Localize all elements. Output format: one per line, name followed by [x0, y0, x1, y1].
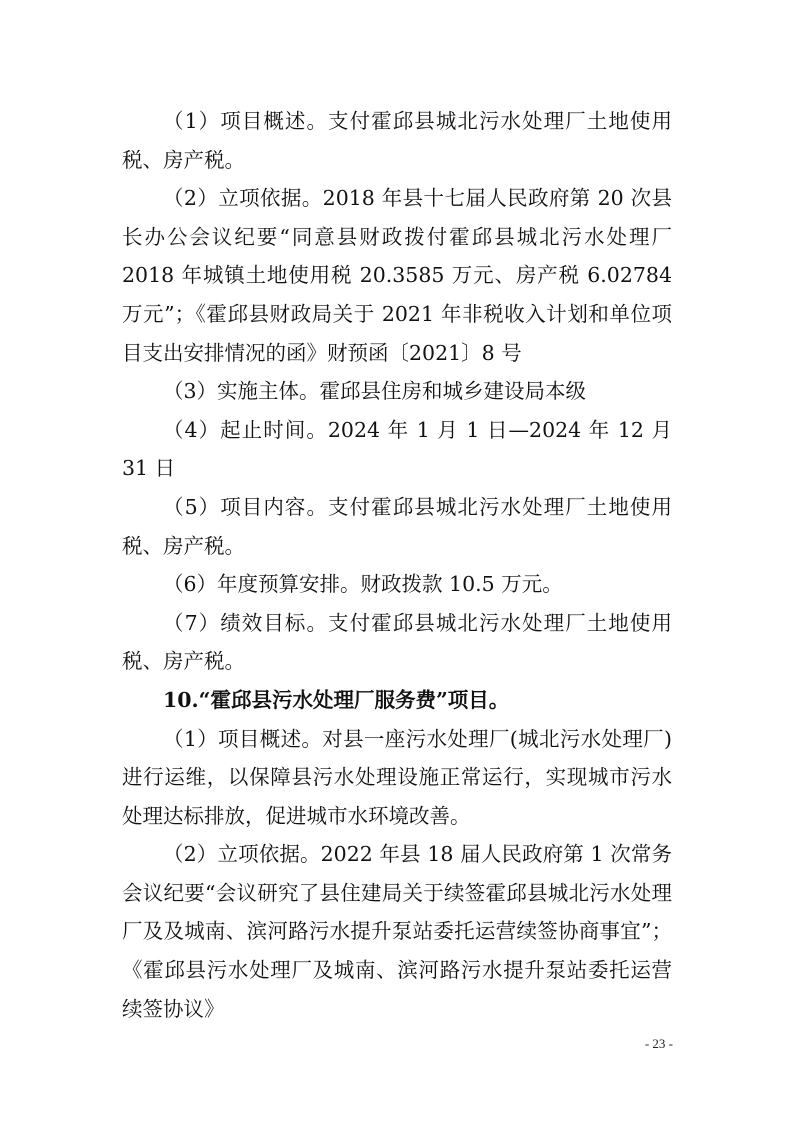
paragraph-basis-2: （2）立项依据。2022 年县 18 届人民政府第 1 次常务会议纪要“会议研究了县住建局关于续签霍邱县城北污水处理厂及及城南、滨河路污水提升泵站委托运营续签协商事宜”；《霍邱县污水处理厂及城南、滨河路污水提升泵站委托运营续签协议》: [122, 842, 672, 1021]
page-number: - 23 -: [644, 1036, 673, 1051]
paragraph-implementer: （3）实施主体。霍邱县住房和城乡建设局本级: [163, 379, 587, 404]
paragraph-budget: （6）年度预算安排。财政拨款 10.5 万元。: [163, 572, 563, 597]
paragraph-goal: （7）绩效目标。支付霍邱县城北污水处理厂土地使用税、房产税。: [122, 610, 672, 674]
paragraph-content: （5）项目内容。支付霍邱县城北污水处理厂土地使用税、房产税。: [122, 494, 672, 558]
section-heading: 10.“霍邱县污水处理厂服务费”项目。: [163, 687, 510, 712]
body-text: [122, 102, 672, 1028]
paragraph-overview-2: （1）项目概述。对县一座污水处理厂(城北污水处理厂) 进行运维，以保障县污水处理设施正常运行，实现城市污水处理达标排放，促进城市水环境改善。: [122, 726, 672, 828]
paragraph-period: （4）起止时间。2024 年 1 月 1 日—2024 年 12 月 31 日: [122, 417, 672, 481]
paragraph-overview: （1）项目概述。支付霍邱县城北污水处理厂土地使用税、房产税。: [122, 109, 672, 172]
paragraph-basis: （2）立项依据。2018 年县十七届人民政府第 20 次县长办公会议纪要“同意县财政拨付霍邱县城北污水处理厂 2018 年城镇土地使用税 20.3585 万元、房产税 6.02784 万元”；《霍邱县财政局关于 2021 年非税收入计划和单位项目支出安排情况的函》财预函〔2021〕8 号: [122, 186, 672, 365]
